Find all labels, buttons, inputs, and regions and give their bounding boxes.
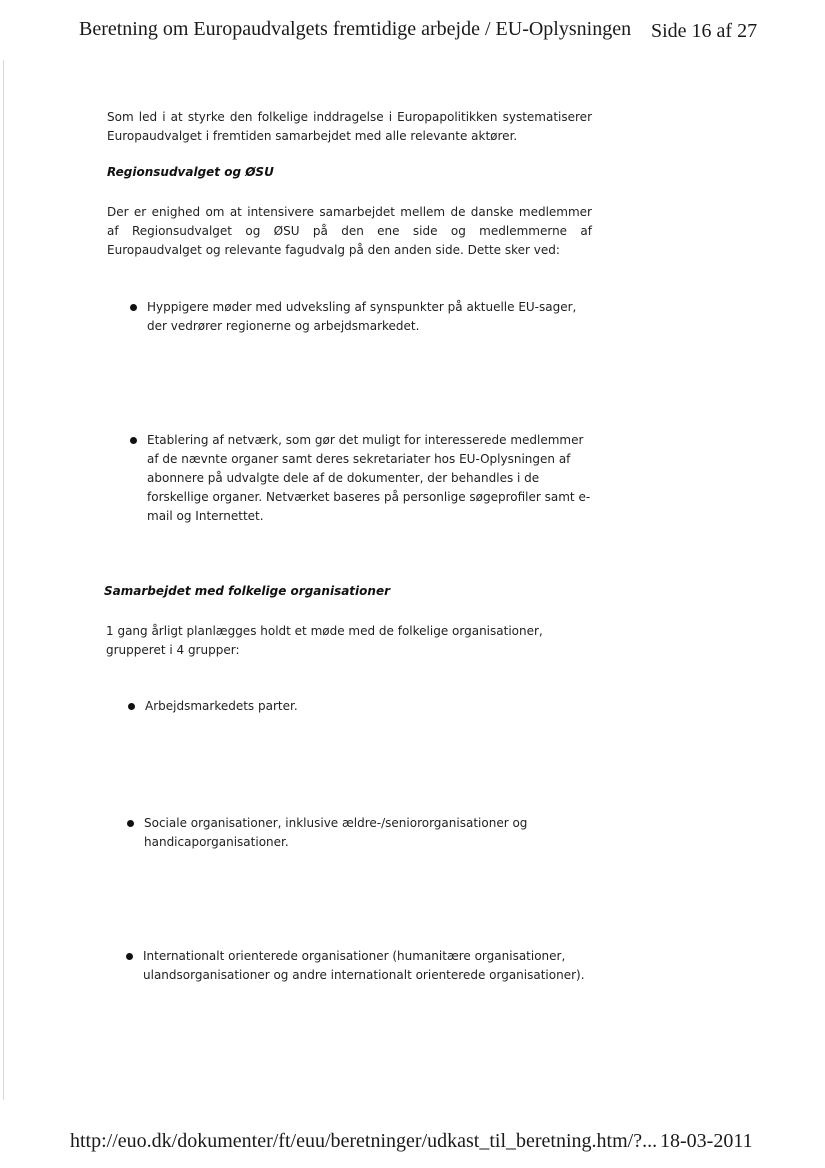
section-heading-regionsudvalget: Regionsudvalget og ØSU [107,165,274,179]
page-header-title: Beretning om Europaudvalgets fremtidige arbejde / EU-Oplysningen [79,18,632,40]
bullet-icon [127,820,134,827]
bullet-icon [128,703,135,710]
section2-paragraph: 1 gang årligt planlægges holdt et møde med de folkelige organisationer, grupperet i 4 grupper: [106,624,543,657]
list-item [147,431,592,526]
footer-url: http://euo.dk/dokumenter/ft/euu/beretninger/udkast_til_beretning.htm/?... [70,1130,658,1152]
page-number: Side 16 af 27 [651,20,758,42]
list-item-text: Sociale organisationer, inklusive ældre-/seniororganisationer og handicaporganisationer. [144,816,528,849]
list-item [143,947,588,985]
bullet-icon [126,953,133,960]
footer-date: 18-03-2011 [660,1130,753,1152]
list-item-text: Arbejdsmarkedets parter. [145,699,298,713]
list-item-text: Etablering af netværk, som gør det muligt for interesserede medlemmer af de nævnte organer samt deres sekretariater hos EU-Oplysningen af abonnere på udvalgte dele af de dokumenter, der behandles i de forskellige organer. Netværket baseres på personlige søgeprofiler samt e-mail og Internettet. [147,433,591,523]
list-item [147,298,592,336]
list-item [145,697,590,716]
page-edge-line [3,60,4,1100]
intro-paragraph: Som led i at styrke den folkelige inddragelse i Europapolitikken systematiserer Europaudvalget i fremtiden samarbejdet med alle relevante aktører. [107,110,592,143]
list-item-text: Internationalt orienterede organisationer (humanitære organisationer, ulandsorganisationer og andre internationalt orienterede organisationer). [143,949,585,982]
list-item-text: Hyppigere møder med udveksling af synspunkter på aktuelle EU-sager, der vedrører regionerne og arbejdsmarkedet. [147,300,577,333]
bullet-icon [130,304,137,311]
list-item [144,814,564,852]
section-heading-folkelige-organisationer: Samarbejdet med folkelige organisationer [104,584,390,598]
bullet-icon [130,437,137,444]
section1-paragraph: Der er enighed om at intensivere samarbejdet mellem de danske medlemmer af Regionsudvalget og ØSU på den ene side og medlemmerne af Europaudvalget og relevante fagudvalg på den anden side. Dette sker ved: [107,205,592,257]
